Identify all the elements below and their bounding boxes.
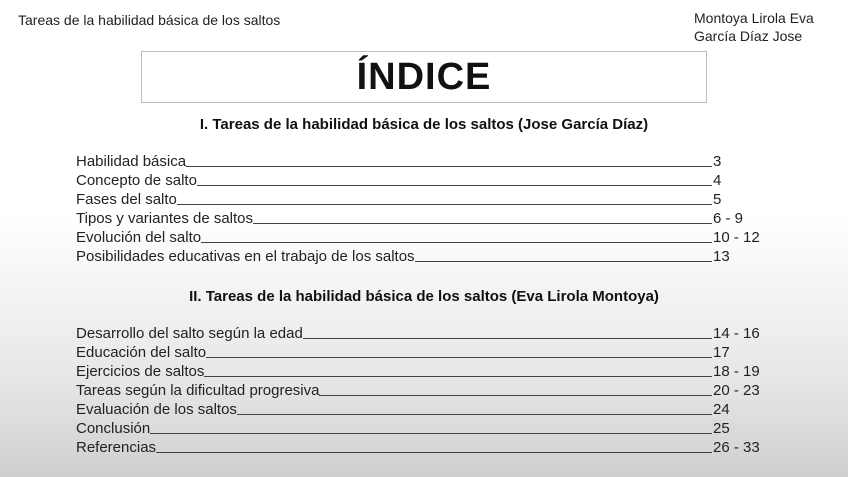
toc-leader: [197, 172, 712, 186]
toc-entry[interactable]: [76, 382, 776, 401]
toc-entry[interactable]: [76, 153, 776, 172]
toc-entry-page: 13: [713, 248, 730, 265]
toc-entry[interactable]: [76, 344, 776, 363]
toc-entry-label: Tareas según la dificultad progresiva: [76, 382, 320, 399]
toc-leader: [303, 325, 712, 339]
toc-leader: [237, 401, 712, 415]
toc-entry-page: 24: [713, 401, 730, 418]
toc-entry-label: Fases del salto: [76, 191, 177, 208]
toc-entry-label: Concepto de salto: [76, 172, 197, 189]
toc-entry-label: Habilidad básica: [76, 153, 187, 170]
index-title-box: [141, 51, 707, 103]
toc-leader: [177, 191, 712, 205]
toc-entry-page: 17: [713, 344, 730, 361]
toc-entry-label: Tipos y variantes de saltos: [76, 210, 254, 227]
toc-entry-page: 25: [713, 420, 730, 437]
author-name: Montoya Lirola Eva: [694, 10, 814, 26]
toc-leader: [253, 210, 712, 224]
toc-entry-page: 5: [713, 191, 722, 208]
toc-entry[interactable]: [76, 363, 776, 382]
toc-entry-page: 20 - 23: [713, 382, 760, 399]
toc-entry[interactable]: [76, 191, 776, 210]
toc-entry-label: Evolución del salto: [76, 229, 202, 246]
toc-entry-label: Referencias: [76, 439, 157, 456]
toc-entry-label: Educación del salto: [76, 344, 207, 361]
toc-entry[interactable]: [76, 172, 776, 191]
toc-entry-page: 10 - 12: [713, 229, 760, 246]
toc-entry-page: 26 - 33: [713, 439, 760, 456]
toc-list-section-1: [76, 153, 776, 267]
toc-entry[interactable]: [76, 229, 776, 248]
toc-entry-page: 14 - 16: [713, 325, 760, 342]
author-name: García Díaz Jose: [694, 28, 803, 44]
toc-entry-page: 4: [713, 172, 722, 189]
toc-leader: [201, 229, 712, 243]
document-title: Tareas de la habilidad básica de los saltos: [18, 12, 281, 28]
toc-entry-label: Posibilidades educativas en el trabajo de los saltos: [76, 248, 415, 265]
toc-entry-label: Conclusión: [76, 420, 151, 437]
index-title: ÍNDICE: [356, 55, 492, 98]
toc-leader: [156, 439, 712, 453]
toc-leader: [319, 382, 712, 396]
toc-leader: [150, 420, 712, 434]
toc-entry[interactable]: [76, 248, 776, 267]
toc-list-section-2: [76, 325, 776, 458]
toc-entry[interactable]: [76, 210, 776, 229]
toc-entry-label: Desarrollo del salto según la edad: [76, 325, 303, 342]
toc-entry-page: 3: [713, 153, 722, 170]
toc-leader: [206, 344, 712, 358]
toc-entry[interactable]: [76, 439, 776, 458]
toc-entry[interactable]: [76, 325, 776, 344]
toc-entry-page: 18 - 19: [713, 363, 760, 380]
toc-leader: [204, 363, 712, 377]
authors: [694, 9, 814, 45]
toc-entry-label: Evaluación de los saltos: [76, 401, 237, 418]
toc-entry-page: 6 - 9: [713, 210, 744, 227]
section-heading-2: II. Tareas de la habilidad básica de los saltos (Eva Lirola Montoya): [189, 288, 659, 305]
toc-entry[interactable]: [76, 420, 776, 439]
toc-entry-label: Ejercicios de saltos: [76, 363, 205, 380]
toc-leader: [415, 248, 712, 262]
toc-leader: [186, 153, 712, 167]
section-heading-1: I. Tareas de la habilidad básica de los saltos (Jose García Díaz): [199, 116, 649, 133]
toc-entry[interactable]: [76, 401, 776, 420]
